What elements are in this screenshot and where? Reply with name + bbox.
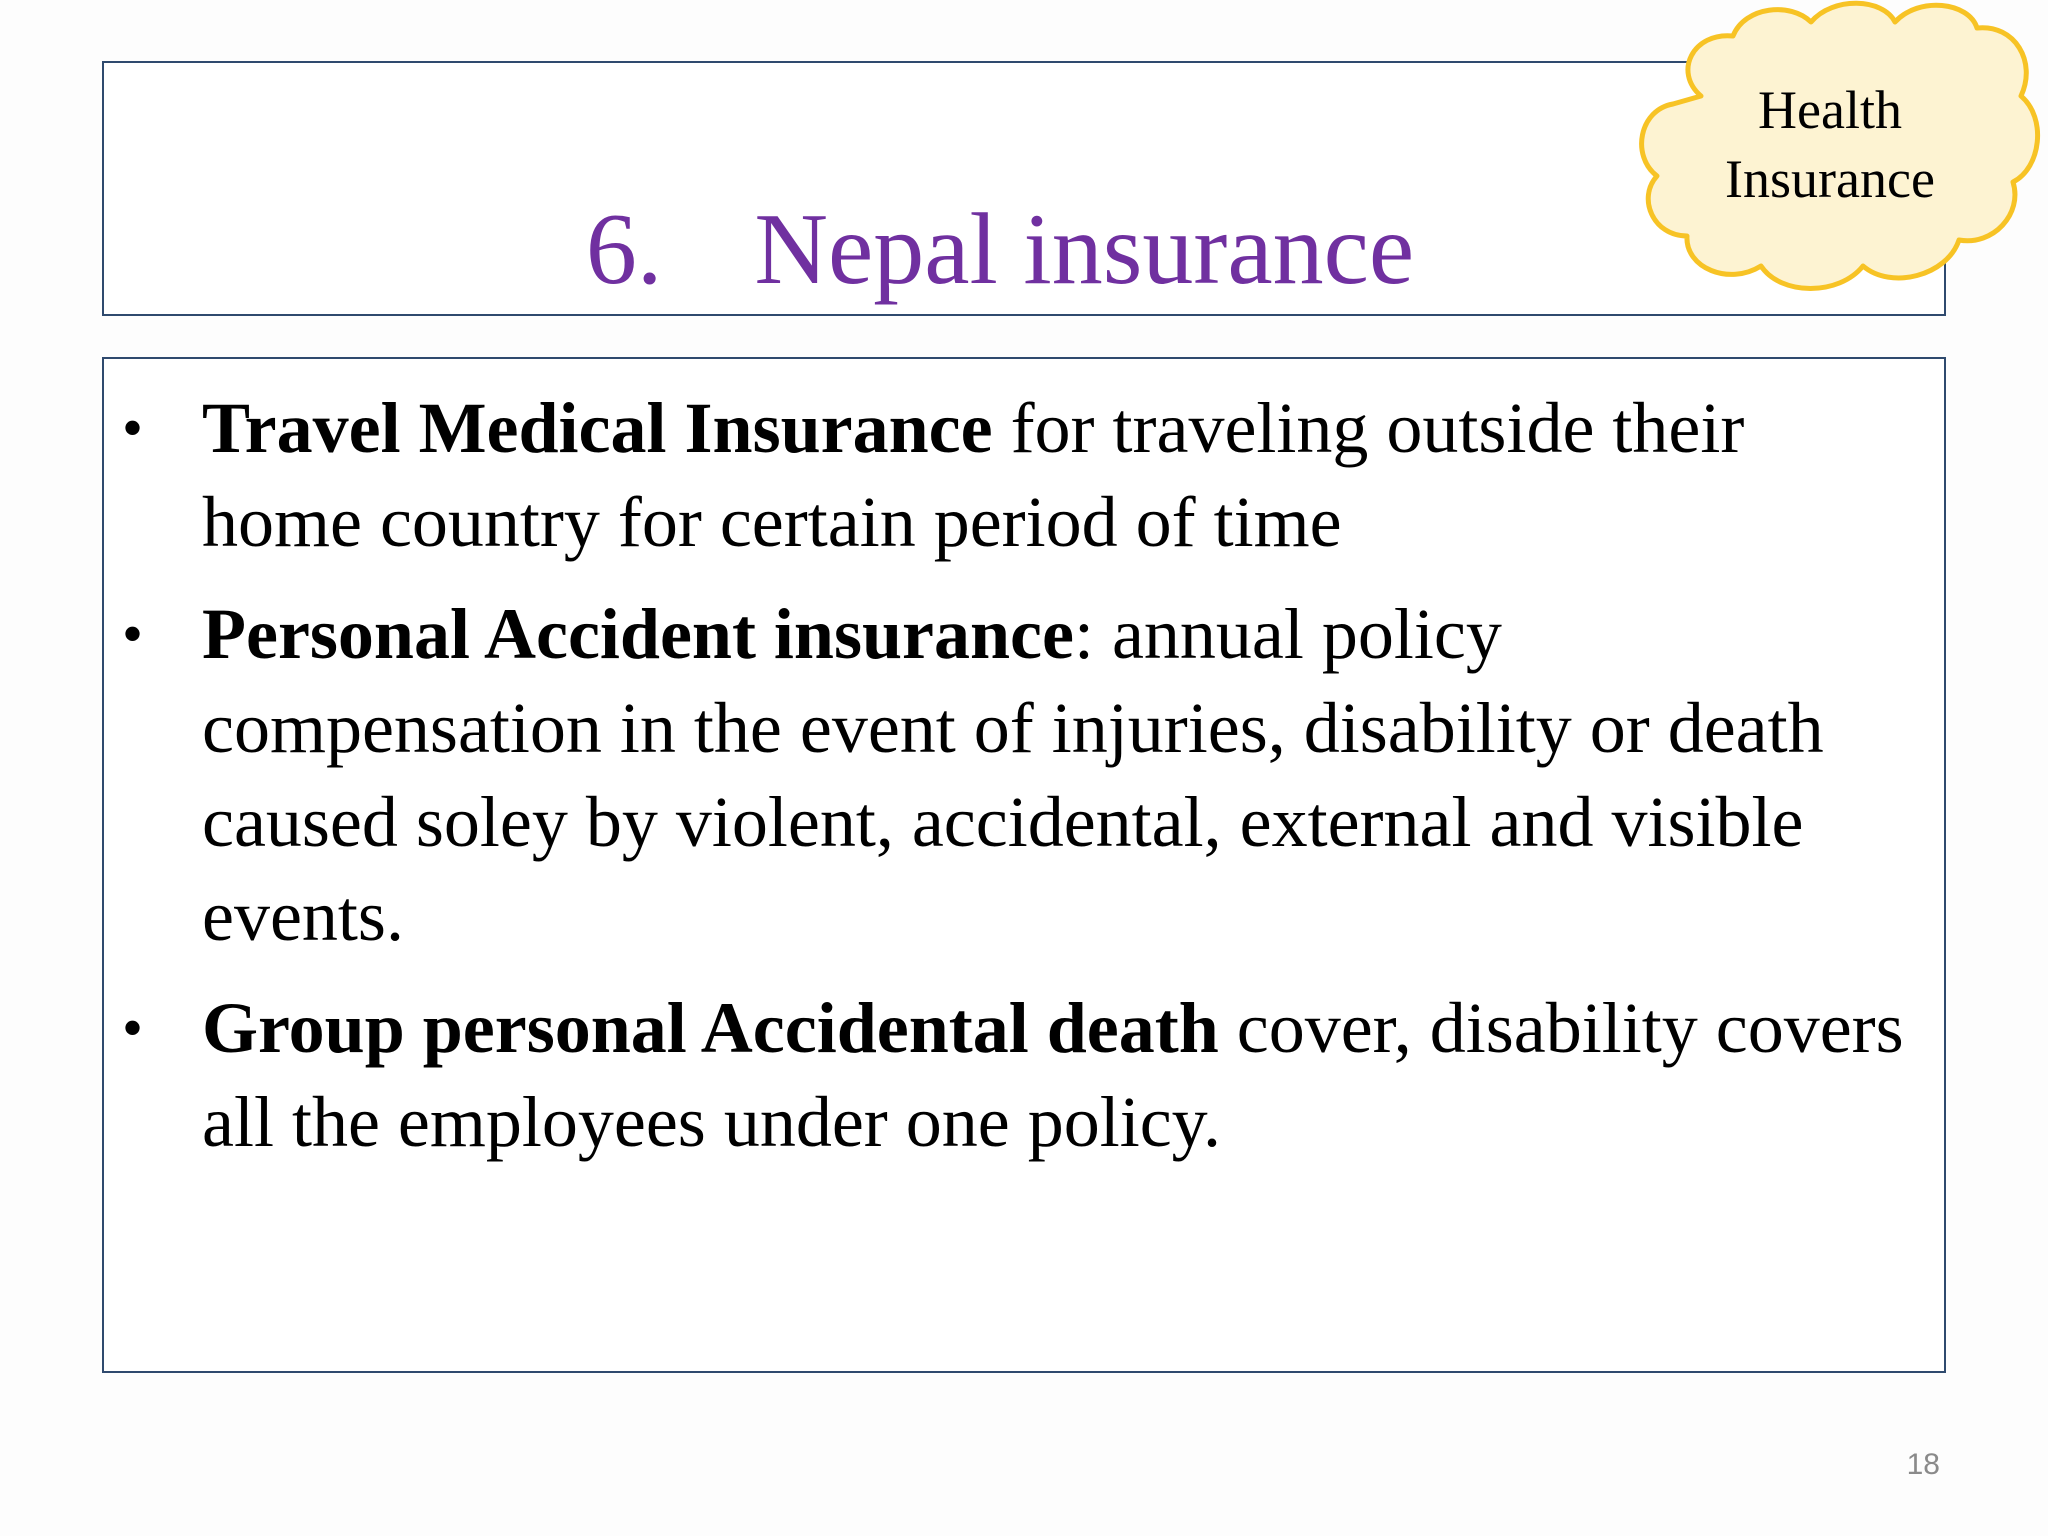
bullet-bold-text: Travel Medical Insurance (202, 388, 993, 468)
title-number: 6. (585, 193, 663, 306)
bullet-text: for traveling outside their home country for certain period of time (202, 388, 1745, 562)
bullet-text: : annual policy compensation in the event of injuries, disability or death caused soley by violent, accidental, external and visible events. (202, 594, 1824, 956)
bullet-dot-icon: • (122, 395, 144, 461)
bullet-dot-icon: • (122, 995, 144, 1061)
cloud-line-1: Health (1758, 80, 1902, 140)
bullet-item (104, 381, 1944, 569)
page-number: 18 (1906, 1448, 1940, 1481)
bullet-bold-text: Personal Accident insurance (202, 594, 1074, 674)
bullet-bold-text: Group personal Accidental death (202, 988, 1219, 1068)
content-box (102, 357, 1946, 1373)
bullet-item (104, 587, 1944, 963)
cloud-callout-text (1705, 76, 1955, 214)
bullet-text: cover, disability covers all the employees under one policy. (202, 988, 1904, 1162)
bullet-item (104, 981, 1944, 1169)
bullet-list (104, 381, 1944, 1187)
cloud-line-2: Insurance (1725, 149, 1935, 209)
title-text: Nepal insurance (754, 193, 1415, 306)
bullet-dot-icon: • (122, 601, 144, 667)
